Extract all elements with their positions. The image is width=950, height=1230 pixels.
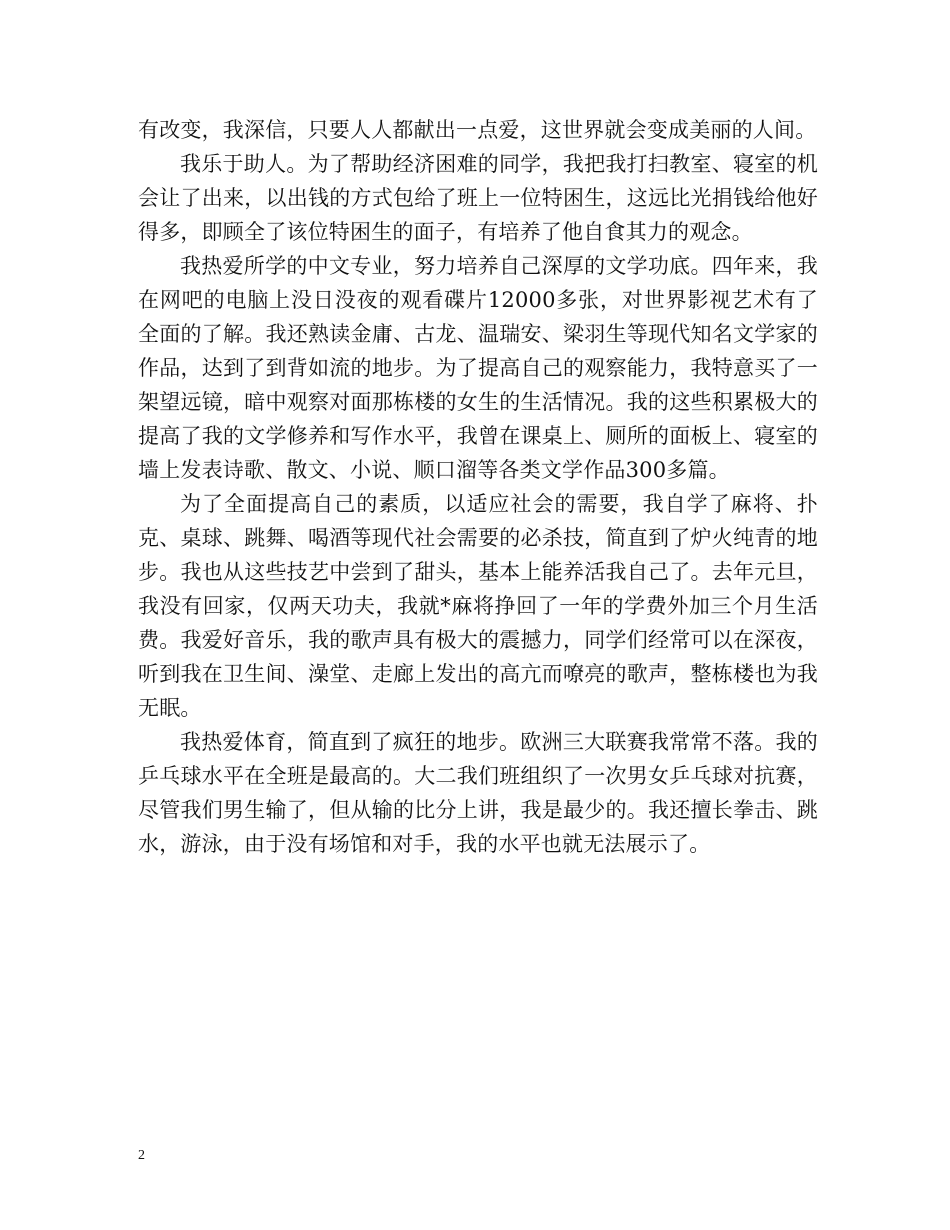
document-body — [138, 113, 818, 861]
paragraph-helping-others: 我乐于助人。为了帮助经济困难的同学，我把我打扫教室、寝室的机会让了出来，以出钱的方式包给了班上一位特困生，这远比光捐钱给他好得多，即顾全了该位特困生的面子，有培养了他自食其力的观念。 — [138, 152, 818, 244]
paragraph-continuation: 有改变，我深信，只要人人都献出一点爱，这世界就会变成美丽的人间。 — [138, 118, 817, 142]
paragraph-sports: 我热爱体育，简直到了疯狂的地步。欧洲三大联赛我常常不落。我的乒乓球水平在全班是最高的。大二我们班组织了一次男女乒乓球对抗赛，尽管我们男生输了，但从输的比分上讲，我是最少的。我还擅长拳击、跳水，游泳，由于没有场馆和对手，我的水平也就无法展示了。 — [138, 730, 818, 856]
paragraph-literature: 我热爱所学的中文专业，努力培养自己深厚的文学功底。四年来，我在网吧的电脑上没日没夜的观看碟片12000多张，对世界影视艺术有了全面的了解。我还熟读金庸、古龙、温瑞安、梁羽生等现代知名文学家的作品，达到了到背如流的地步。为了提高自己的观察能力，我特意买了一架望远镜，暗中观察对面那栋楼的女生的生活情况。我的这些积累极大的提高了我的文学修养和写作水平，我曾在课桌上、厕所的面板上、寝室的墙上发表诗歌、散文、小说、顺口溜等各类文学作品300多篇。 — [138, 254, 818, 482]
page-number: 2 — [138, 1148, 145, 1163]
paragraph-skills-music: 为了全面提高自己的素质，以适应社会的需要，我自学了麻将、扑克、桌球、跳舞、喝酒等现代社会需要的必杀技，简直到了炉火纯青的地步。我也从这些技艺中尝到了甜头，基本上能养活我自己了。去年元旦，我没有回家，仅两天功夫，我就*麻将挣回了一年的学费外加三个月生活费。我爱好音乐，我的歌声具有极大的震撼力，同学们经常可以在深夜，听到我在卫生间、澡堂、走廊上发出的高亢而嘹亮的歌声，整栋楼也为我无眠。 — [138, 492, 818, 720]
